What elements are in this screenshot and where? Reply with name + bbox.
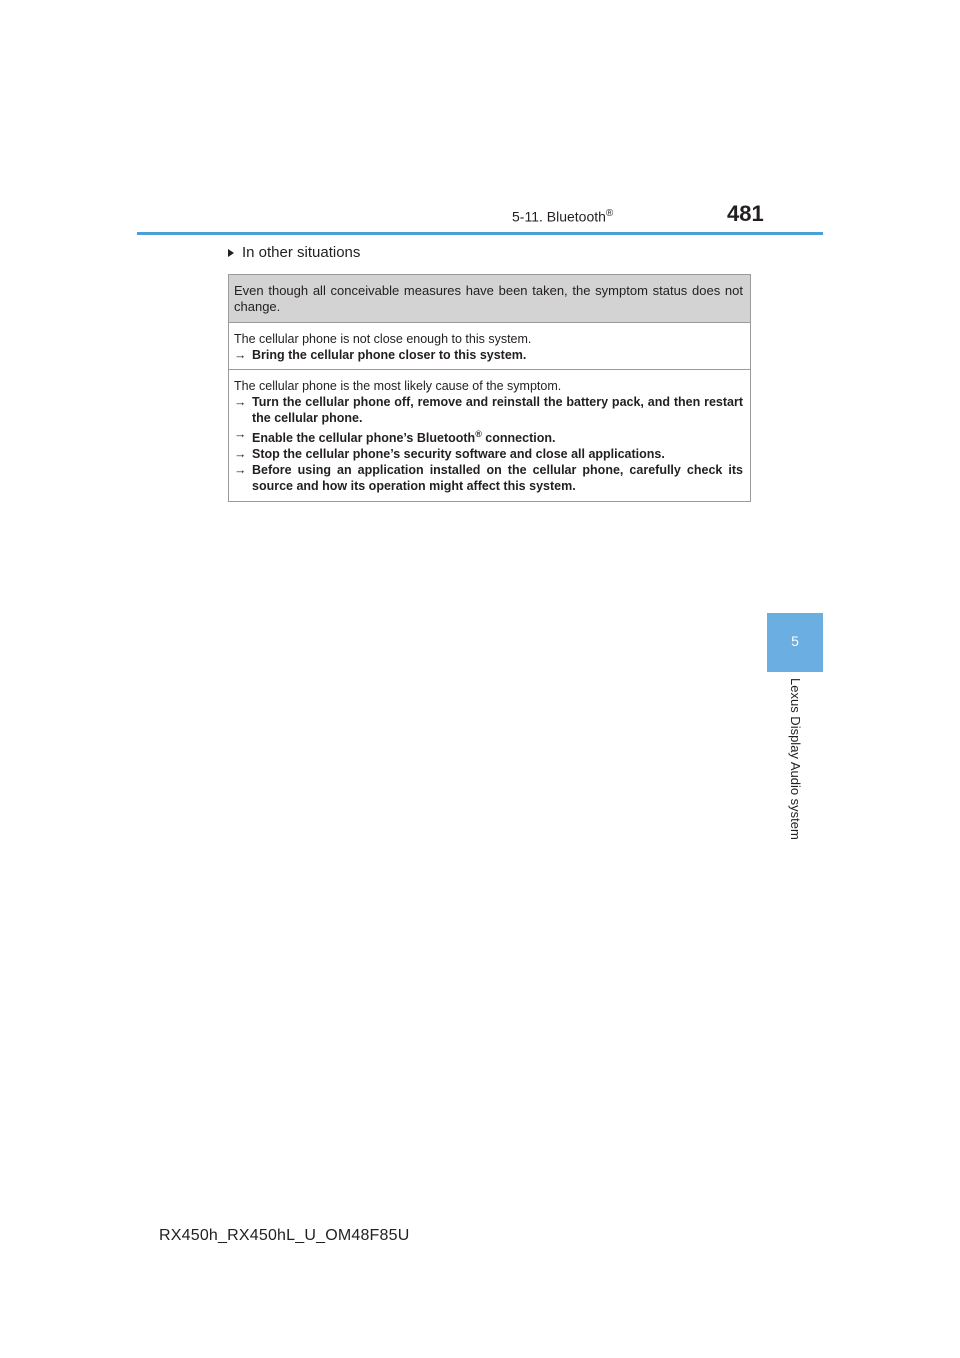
triangle-bullet-icon [228, 249, 234, 257]
sub-heading [228, 244, 360, 261]
arrow-right-icon: → [234, 463, 247, 478]
remedy-text: Enable the cellular phone’s Bluetooth® connection. [252, 429, 556, 446]
remedy-item [234, 446, 743, 462]
remedy-item [234, 394, 743, 426]
remedy-text: Turn the cellular phone off, remove and reinstall the battery pack, and then restart the cellular phone. [252, 395, 743, 425]
registered-mark: ® [605, 208, 614, 219]
remedy-item [234, 462, 743, 494]
remedy-item [234, 426, 743, 446]
chapter-tab [767, 613, 823, 672]
chapter-number: 5 [791, 633, 799, 649]
remedy-text: Before using an application installed on the cellular phone, carefully check its source and how its operation might affect this system. [252, 463, 743, 494]
arrow-right-icon: → [234, 348, 247, 362]
arrow-right-icon: → [234, 427, 247, 441]
remedy-text: Stop the cellular phone’s security software and close all applications. [252, 447, 665, 462]
table-row [229, 370, 750, 501]
remedy-text: Bring the cellular phone closer to this system. [252, 348, 527, 362]
section-title: 5-11. Bluetooth® [512, 208, 614, 225]
header-rule [137, 232, 823, 235]
arrow-right-icon: → [234, 395, 247, 409]
troubleshooting-table [228, 274, 751, 502]
page-number: 481 [727, 201, 764, 226]
cause-text: The cellular phone is the most likely cause of the symptom. [234, 379, 562, 393]
registered-mark: ® [475, 429, 482, 439]
chapter-label: Lexus Display Audio system [788, 678, 803, 840]
table-row [229, 323, 750, 370]
arrow-right-icon: → [234, 447, 247, 462]
document-code: RX450h_RX450hL_U_OM48F85U [159, 1227, 410, 1244]
cause-text: The cellular phone is not close enough to this system. [234, 332, 532, 346]
sub-heading-text: In other situations [242, 244, 361, 261]
remedy-item [234, 347, 743, 363]
table-header: Even though all conceivable measures have been taken, the symptom status does not change. [229, 275, 750, 323]
